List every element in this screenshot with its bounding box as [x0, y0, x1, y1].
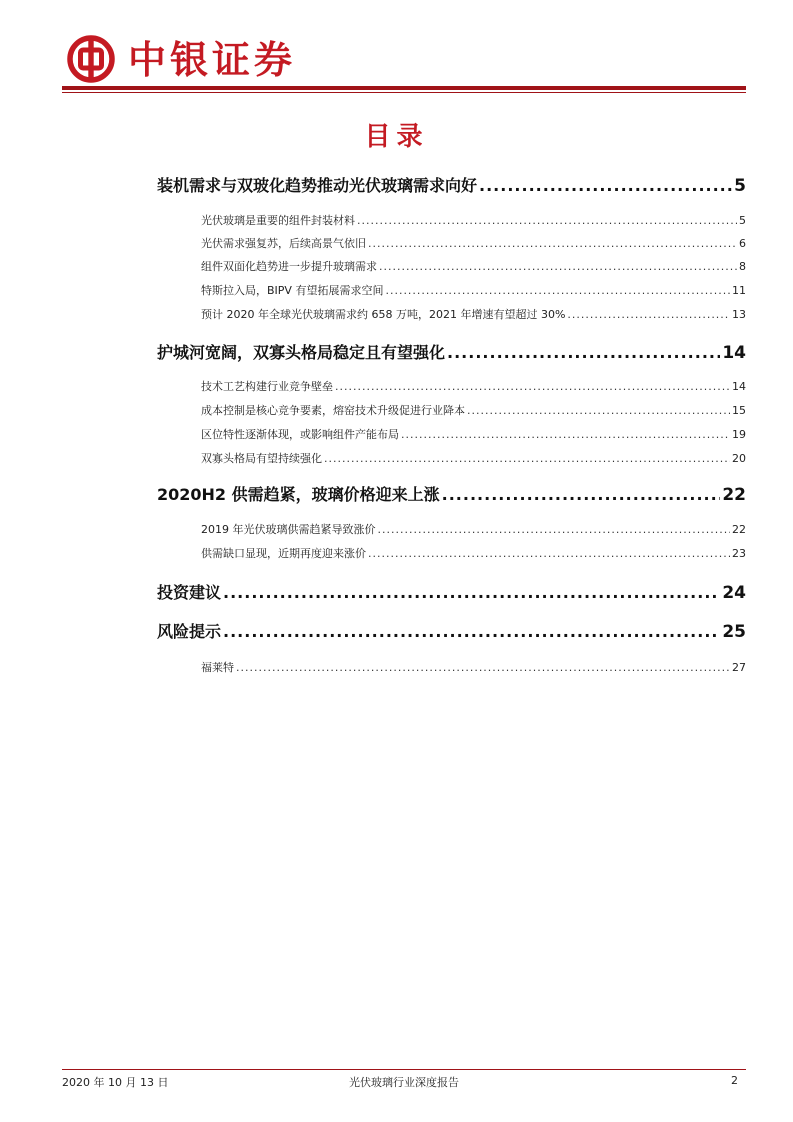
- toc-entry-page: 22: [722, 485, 746, 505]
- toc-dot-leader: [357, 213, 737, 229]
- toc-dot-leader: [368, 546, 730, 562]
- toc-section-entry[interactable]: [157, 175, 746, 197]
- toc-entry-page: 19: [732, 428, 746, 441]
- toc-subsection-entry[interactable]: [201, 427, 746, 443]
- toc-entry-page: 25: [722, 622, 746, 642]
- toc-entry-page: 24: [722, 583, 746, 603]
- toc-entry-page: 15: [732, 404, 746, 417]
- toc-dot-leader: [401, 427, 730, 443]
- toc-entry-title: 供需缺口显现，近期再度迎来涨价: [201, 547, 366, 560]
- toc-entry-title: 2020H2 供需趋紧，玻璃价格迎来上涨: [157, 485, 440, 504]
- toc-subsection-entry[interactable]: [201, 259, 746, 275]
- toc-entry-page: 8: [739, 260, 746, 273]
- footer-divider: [62, 1069, 746, 1070]
- toc-dot-leader: [379, 259, 737, 275]
- toc-entry-title: 福莱特: [201, 661, 234, 674]
- toc-entry-title: 技术工艺构建行业竞争壁垒: [201, 380, 333, 393]
- toc-subsection-entry[interactable]: [201, 522, 746, 538]
- toc-entry-page: 22: [732, 523, 746, 536]
- toc-subsection-entry[interactable]: [201, 213, 746, 229]
- toc-entry-page: 13: [732, 308, 746, 321]
- toc-entry-title: 成本控制是核心竞争要素，熔窑技术升级促进行业降本: [201, 404, 465, 417]
- header-divider-thick: [62, 86, 746, 90]
- toc-entry-title: 光伏需求强复苏，后续高景气依旧: [201, 237, 366, 250]
- toc-subsection-entry[interactable]: [201, 660, 746, 676]
- toc-subsection-entry[interactable]: [201, 379, 746, 395]
- toc-subsection-entry[interactable]: [201, 307, 746, 323]
- header-divider-thin: [62, 92, 746, 93]
- toc-entry-title: 装机需求与双玻化趋势推动光伏玻璃需求向好: [157, 176, 478, 195]
- toc-dot-leader: [324, 451, 730, 467]
- toc-entry-page: 5: [734, 176, 746, 196]
- toc-entry-title: 组件双面化趋势进一步提升玻璃需求: [201, 260, 377, 273]
- toc-entry-title: 预计 2020 年全球光伏玻璃需求约 658 万吨，2021 年增速有望超过 30%: [201, 308, 566, 321]
- toc-section-entry[interactable]: [157, 621, 746, 643]
- toc-subsection-entry[interactable]: [201, 236, 746, 252]
- toc-entry-page: 5: [739, 214, 746, 227]
- footer-date: 2020 年 10 月 13 日: [62, 1076, 169, 1089]
- toc-entry-title: 特斯拉入局，BIPV 有望拓展需求空间: [201, 284, 384, 297]
- toc-entry-title: 风险提示: [157, 622, 222, 641]
- toc-section-entry[interactable]: [157, 484, 746, 506]
- report-header: [62, 30, 746, 90]
- toc-dot-leader: [335, 379, 730, 395]
- toc-subsection-entry[interactable]: [201, 403, 746, 419]
- toc-dot-leader: [479, 175, 732, 197]
- toc-entry-page: 11: [732, 284, 746, 297]
- toc-dot-leader: [378, 522, 731, 538]
- toc-subsection-entry[interactable]: [201, 283, 746, 299]
- toc-dot-leader: [442, 484, 721, 506]
- toc-title: 目录: [364, 122, 429, 152]
- toc-dot-leader: [447, 342, 720, 364]
- toc-dot-leader: [223, 582, 720, 604]
- footer-report-title: 光伏玻璃行业深度报告: [349, 1076, 459, 1089]
- toc-entry-page: 23: [732, 547, 746, 560]
- toc-dot-leader: [385, 283, 730, 299]
- toc-entry-page: 27: [732, 661, 746, 674]
- toc-entry-title: 光伏玻璃是重要的组件封装材料: [201, 214, 355, 227]
- toc-dot-leader: [236, 660, 730, 676]
- toc-dot-leader: [467, 403, 730, 419]
- toc-section-entry[interactable]: [157, 582, 746, 604]
- toc-subsection-entry[interactable]: [201, 546, 746, 562]
- toc-section-entry[interactable]: [157, 342, 746, 364]
- brand-name: 中银证券: [128, 37, 297, 82]
- toc-dot-leader: [567, 307, 730, 323]
- toc-dot-leader: [223, 621, 720, 643]
- report-footer: [62, 1074, 746, 1092]
- toc-entry-title: 护城河宽阔，双寡头格局稳定且有望强化: [157, 343, 446, 362]
- toc-dot-leader: [368, 236, 737, 252]
- toc-subsection-entry[interactable]: [201, 451, 746, 467]
- toc-entry-page: 14: [722, 343, 746, 363]
- toc-entry-title: 2019 年光伏玻璃供需趋紧导致涨价: [201, 523, 376, 536]
- toc-entry-title: 区位特性逐渐体现，或影响组件产能布局: [201, 428, 399, 441]
- bank-of-china-logo-icon: [67, 35, 115, 83]
- footer-page-number: 2: [731, 1074, 738, 1087]
- toc-entry-page: 20: [732, 452, 746, 465]
- toc-entry-title: 双寡头格局有望持续强化: [201, 452, 322, 465]
- toc-entry-page: 6: [739, 237, 746, 250]
- toc-entry-title: 投资建议: [157, 583, 222, 602]
- toc-entry-page: 14: [732, 380, 746, 393]
